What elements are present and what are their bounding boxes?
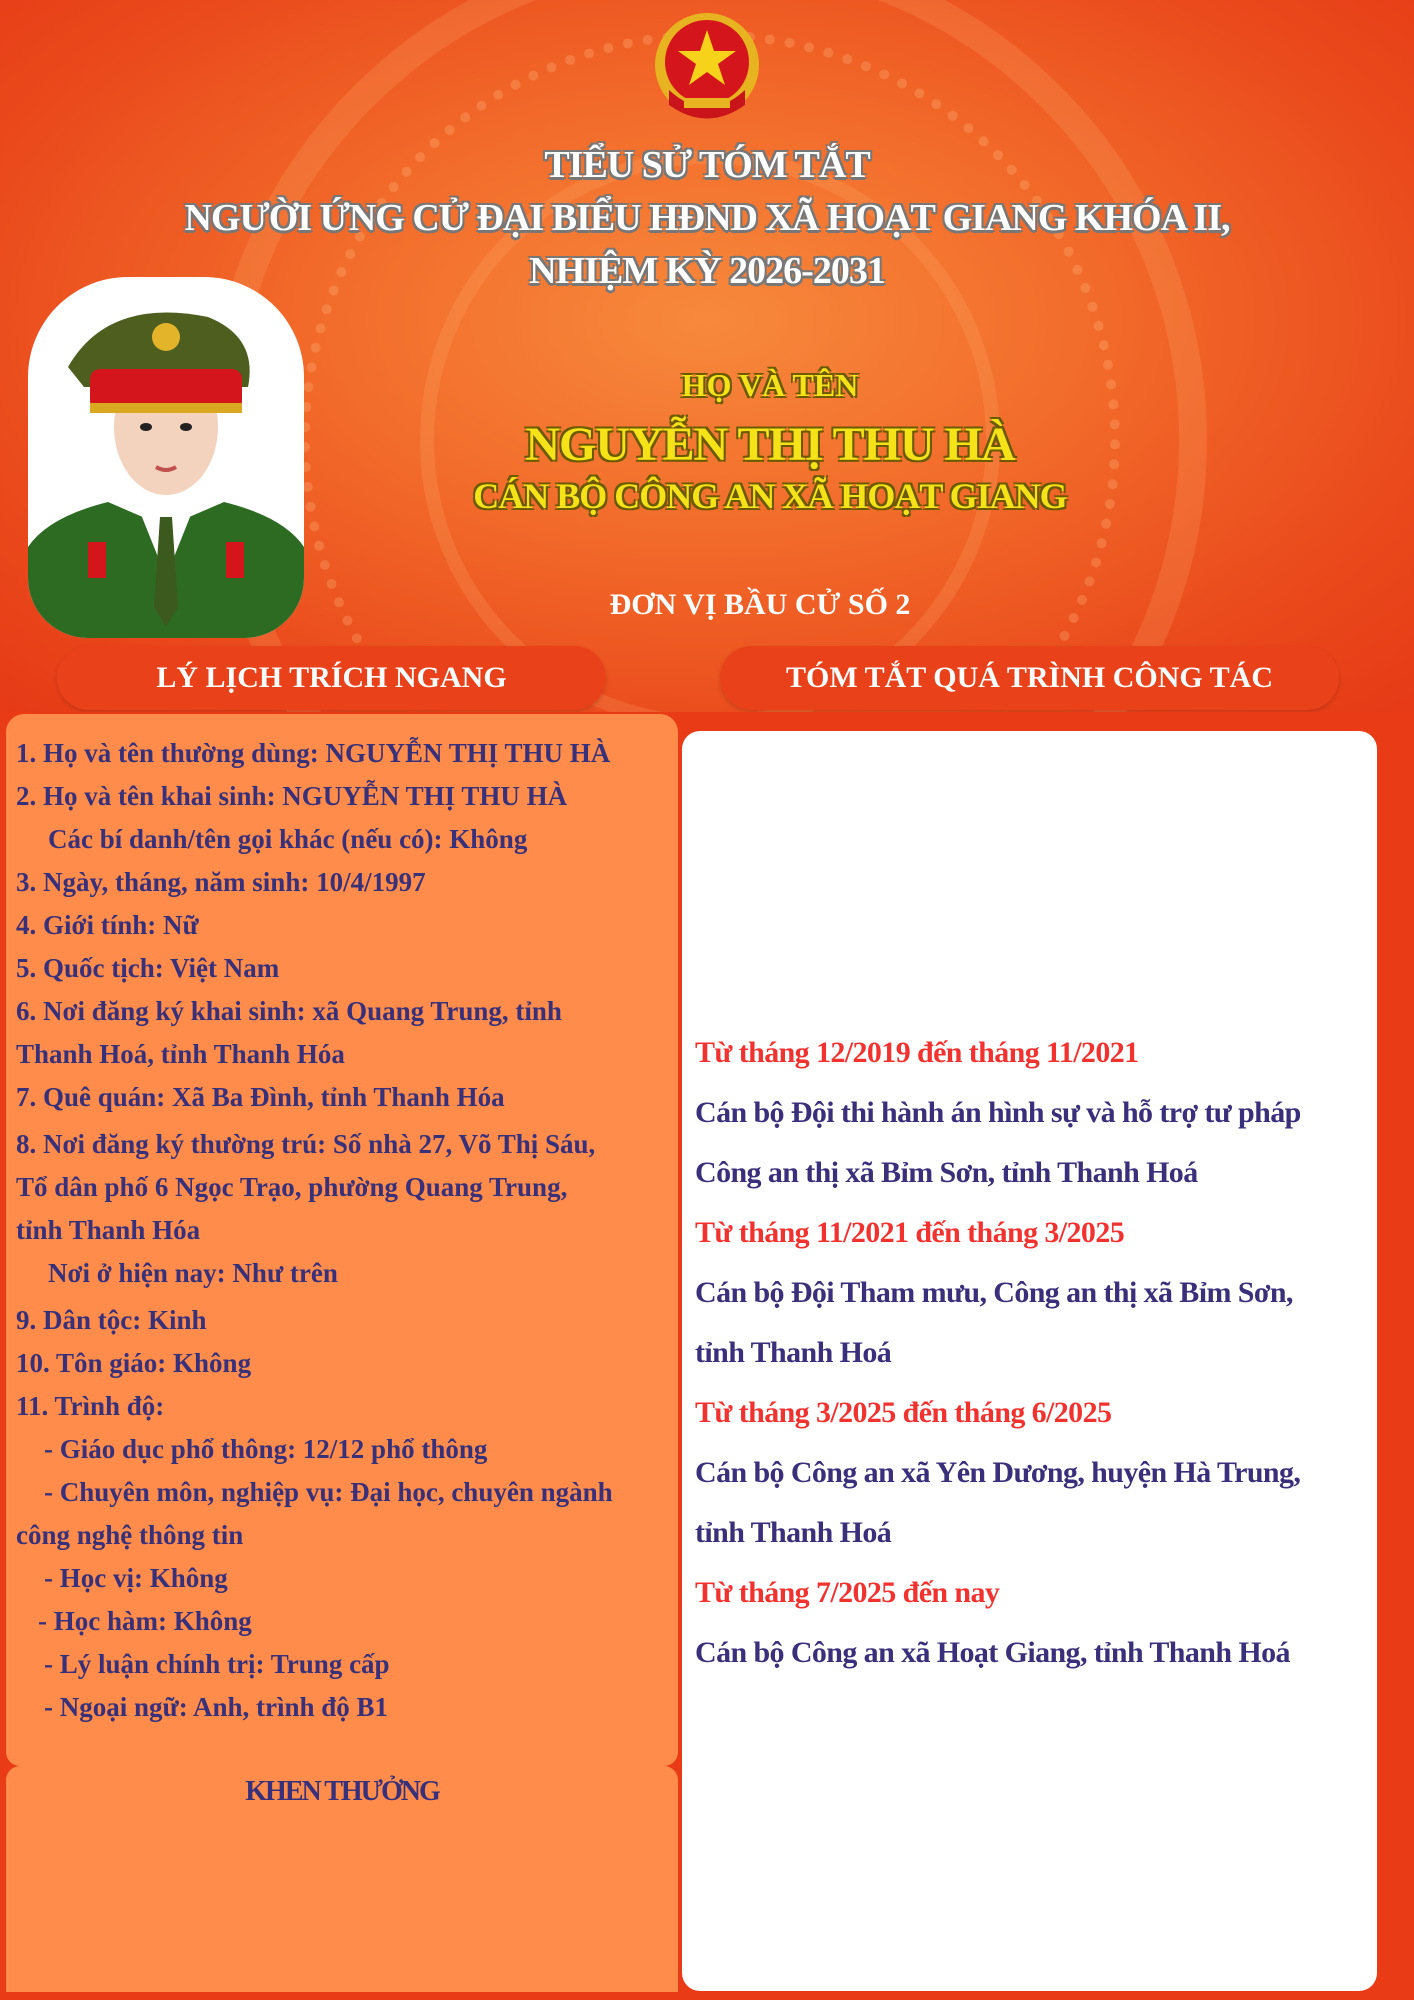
career-period: Từ tháng 12/2019 đến tháng 11/2021 <box>695 1036 1139 1069</box>
bio-line: - Giáo dục phổ thông: 12/12 phổ thông <box>44 1434 488 1464</box>
bio-line: 7. Quê quán: Xã Ba Đình, tỉnh Thanh Hóa <box>16 1082 505 1112</box>
career-section-header: TÓM TẮT QUÁ TRÌNH CÔNG TÁC <box>720 646 1339 710</box>
bio-line: 11. Trình độ: <box>16 1391 165 1421</box>
bio-line: - Lý luận chính trị: Trung cấp <box>44 1649 390 1679</box>
career-line: Cán bộ Đội Tham mưu, Công an thị xã Bỉm Sơn, <box>695 1276 1293 1309</box>
bio-line: công nghệ thông tin <box>16 1520 244 1550</box>
career-line: tỉnh Thanh Hoá <box>695 1516 892 1549</box>
candidate-photo <box>28 277 304 638</box>
constituency: ĐƠN VỊ BẦU CỬ SỐ 2 <box>609 588 911 621</box>
bio-line: tỉnh Thanh Hóa <box>16 1215 201 1245</box>
bio-line: 4. Giới tính: Nữ <box>16 910 199 940</box>
bio-line: Các bí danh/tên gọi khác (nếu có): Không <box>48 824 528 854</box>
bio-line: 5. Quốc tịch: Việt Nam <box>16 953 280 983</box>
career-line: tỉnh Thanh Hoá <box>695 1336 892 1369</box>
bio-section-header: LÝ LỊCH TRÍCH NGANG <box>57 646 606 710</box>
bio-line: - Học vị: Không <box>44 1563 228 1593</box>
name-label: HỌ VÀ TÊN <box>681 367 859 403</box>
national-emblem-icon <box>644 10 770 130</box>
title-line-2: NGƯỜI ỨNG CỬ ĐẠI BIỂU HĐND XÃ HOẠT GIANG KHÓA II, <box>184 197 1230 239</box>
header-banner <box>0 0 1414 712</box>
bio-line: - Ngoại ngữ: Anh, trình độ B1 <box>44 1692 389 1722</box>
candidate-name: NGUYỄN THỊ THU HÀ <box>525 418 1015 471</box>
title-line-3: NHIỆM KỲ 2026-2031 <box>529 250 885 292</box>
bio-panel <box>6 714 678 1766</box>
career-period: Từ tháng 3/2025 đến tháng 6/2025 <box>695 1396 1112 1429</box>
career-period: Từ tháng 11/2021 đến tháng 3/2025 <box>695 1216 1125 1249</box>
career-period: Từ tháng 7/2025 đến nay <box>695 1576 1000 1609</box>
title-line-1: TIỂU SỬ TÓM TẮT <box>544 144 870 186</box>
awards-panel <box>6 1766 678 1992</box>
career-line: Cán bộ Công an xã Yên Dương, huyện Hà Trung, <box>695 1456 1301 1489</box>
career-line: Cán bộ Công an xã Hoạt Giang, tỉnh Thanh Hoá <box>695 1636 1290 1669</box>
bio-line: 9. Dân tộc: Kinh <box>16 1305 207 1335</box>
bio-line: 8. Nơi đăng ký thường trú: Số nhà 27, Võ Thị Sáu, <box>16 1129 596 1159</box>
bio-line: 1. Họ và tên thường dùng: NGUYỄN THỊ THU HÀ <box>16 738 611 768</box>
bio-line: 3. Ngày, tháng, năm sinh: 10/4/1997 <box>16 867 426 897</box>
awards-title: KHEN THƯỞNG <box>245 1776 439 1807</box>
bio-line: Thanh Hoá, tỉnh Thanh Hóa <box>16 1039 345 1069</box>
career-panel <box>682 731 1377 1991</box>
bio-line: 10. Tôn giáo: Không <box>16 1348 252 1378</box>
bio-line: Nơi ở hiện nay: Như trên <box>48 1258 338 1288</box>
bio-line: 2. Họ và tên khai sinh: NGUYỄN THỊ THU HÀ <box>16 781 568 811</box>
bio-line: 6. Nơi đăng ký khai sinh: xã Quang Trung, tỉnh <box>16 996 562 1026</box>
bio-line: Tổ dân phố 6 Ngọc Trạo, phường Quang Trung, <box>16 1172 568 1202</box>
candidate-position: CÁN BỘ CÔNG AN XÃ HOẠT GIANG <box>473 476 1067 516</box>
bio-line: - Học hàm: Không <box>38 1606 252 1636</box>
bio-line: - Chuyên môn, nghiệp vụ: Đại học, chuyên ngành <box>44 1477 613 1507</box>
career-line: Cán bộ Đội thi hành án hình sự và hỗ trợ tư pháp <box>695 1096 1301 1129</box>
career-line: Công an thị xã Bỉm Sơn, tỉnh Thanh Hoá <box>695 1156 1198 1189</box>
